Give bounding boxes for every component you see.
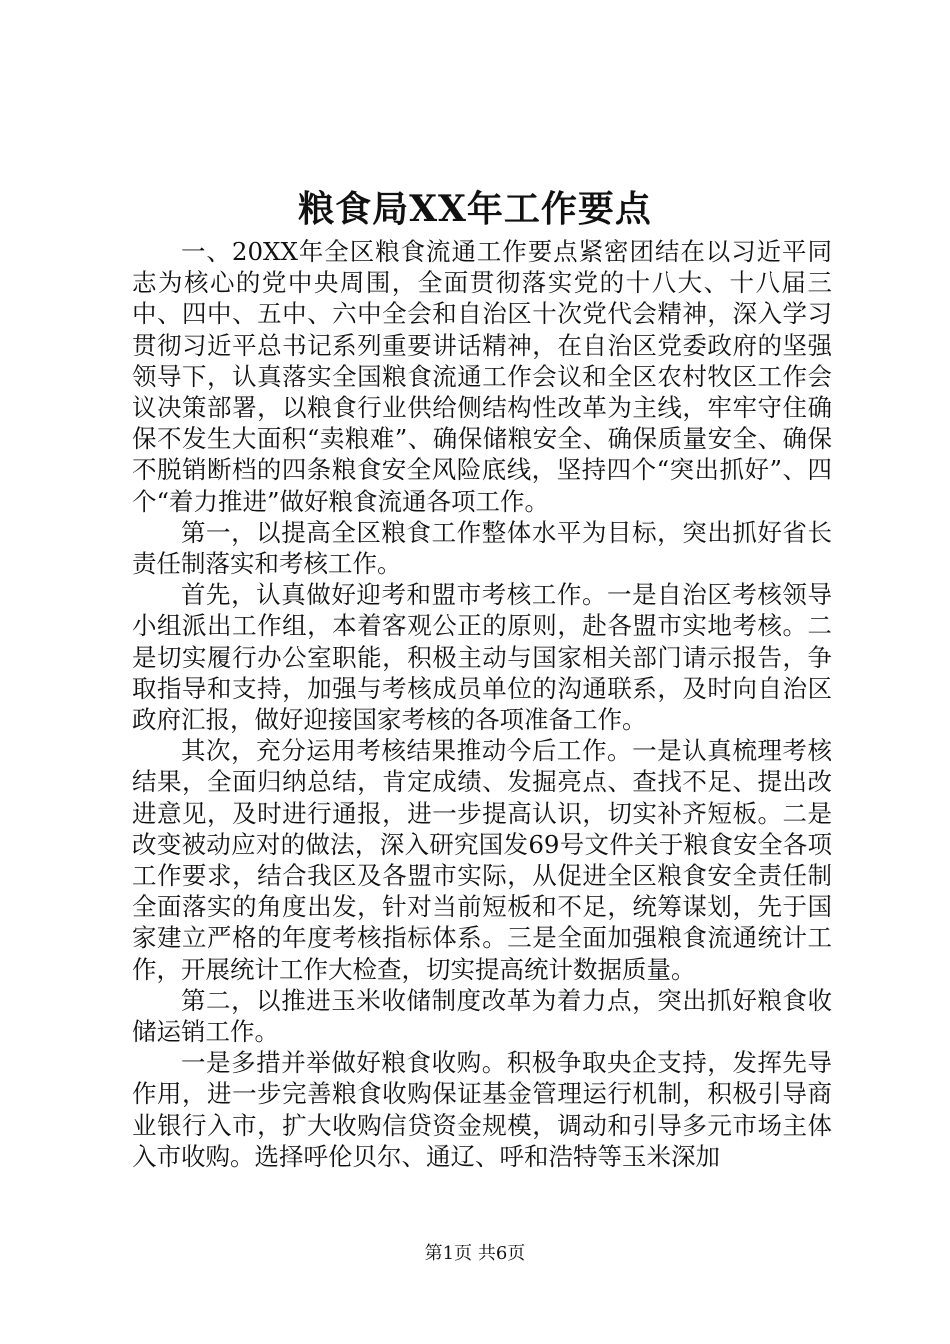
paragraph-secondly: 其次，充分运用考核结果推动今后工作。一是认真梳理考核结果，全面归纳总结，肯定成绩、发掘亮点、查找不足、提出改进意见，及时进行通报，进一步提高认识，切实补齐短板。二是改变被动应对的做法，深入研究国发69号文件关于粮食安全各项工作要求，结合我区及各盟市实际，从促进全区粮食安全责任制全面落实的角度出发，针对当前短板和不足，统筹谋划，先于国家建立严格的年度考核指标体系。三是全面加强粮食流通统计工作，开展统计工作大检查，切实提高统计数据质量。 — [132, 736, 832, 984]
page-number-footer: 第1页 共6页 — [424, 1243, 526, 1264]
paragraph-grain-purchase: 一是多措并举做好粮食收购。积极争取央企支持，发挥先导作用，进一步完善粮食收购保证基金管理运行机制，积极引导商业银行入市，扩大收购信贷资金规模，调动和引导多元市场主体入市收购。选择呼伦贝尔、通辽、呼和浩特等玉米深加 — [132, 1048, 832, 1171]
document-title: 粮食局XX年工作要点 — [298, 188, 652, 230]
paragraph-second-point: 第二，以推进玉米收储制度改革为着力点，突出抓好粮食收储运销工作。 — [132, 985, 832, 1047]
paragraph-first-point: 第一，以提高全区粮食工作整体水平为目标，突出抓好省长责任制落实和考核工作。 — [132, 517, 832, 579]
paragraph-firstly: 首先，认真做好迎考和盟市考核工作。一是自治区考核领导小组派出工作组，本着客观公正的原则，赴各盟市实地考核。二是切实履行办公室职能，积极主动与国家相关部门请示报告，争取指导和支持，加强与考核成员单位的沟通联系，及时向自治区政府汇报，做好迎接国家考核的各项准备工作。 — [132, 580, 832, 735]
document-body — [132, 236, 832, 1172]
paragraph-intro: 一、20XX年全区粮食流通工作要点紧密团结在以习近平同志为核心的党中央周围，全面贯彻落实党的十八大、十八届三中、四中、五中、六中全会和自治区十次党代会精神，深入学习贯彻习近平总书记系列重要讲话精神，在自治区党委政府的坚强领导下，认真落实全国粮食流通工作会议和全区农村牧区工作会议决策部署，以粮食行业供给侧结构性改革为主线，牢牢守住确保不发生大面积“卖粮难”、确保储粮安全、确保质量安全、确保不脱销断档的四条粮食安全风险底线，坚持四个“突出抓好”、四个“着力推进”做好粮食流通各项工作。 — [132, 237, 832, 516]
